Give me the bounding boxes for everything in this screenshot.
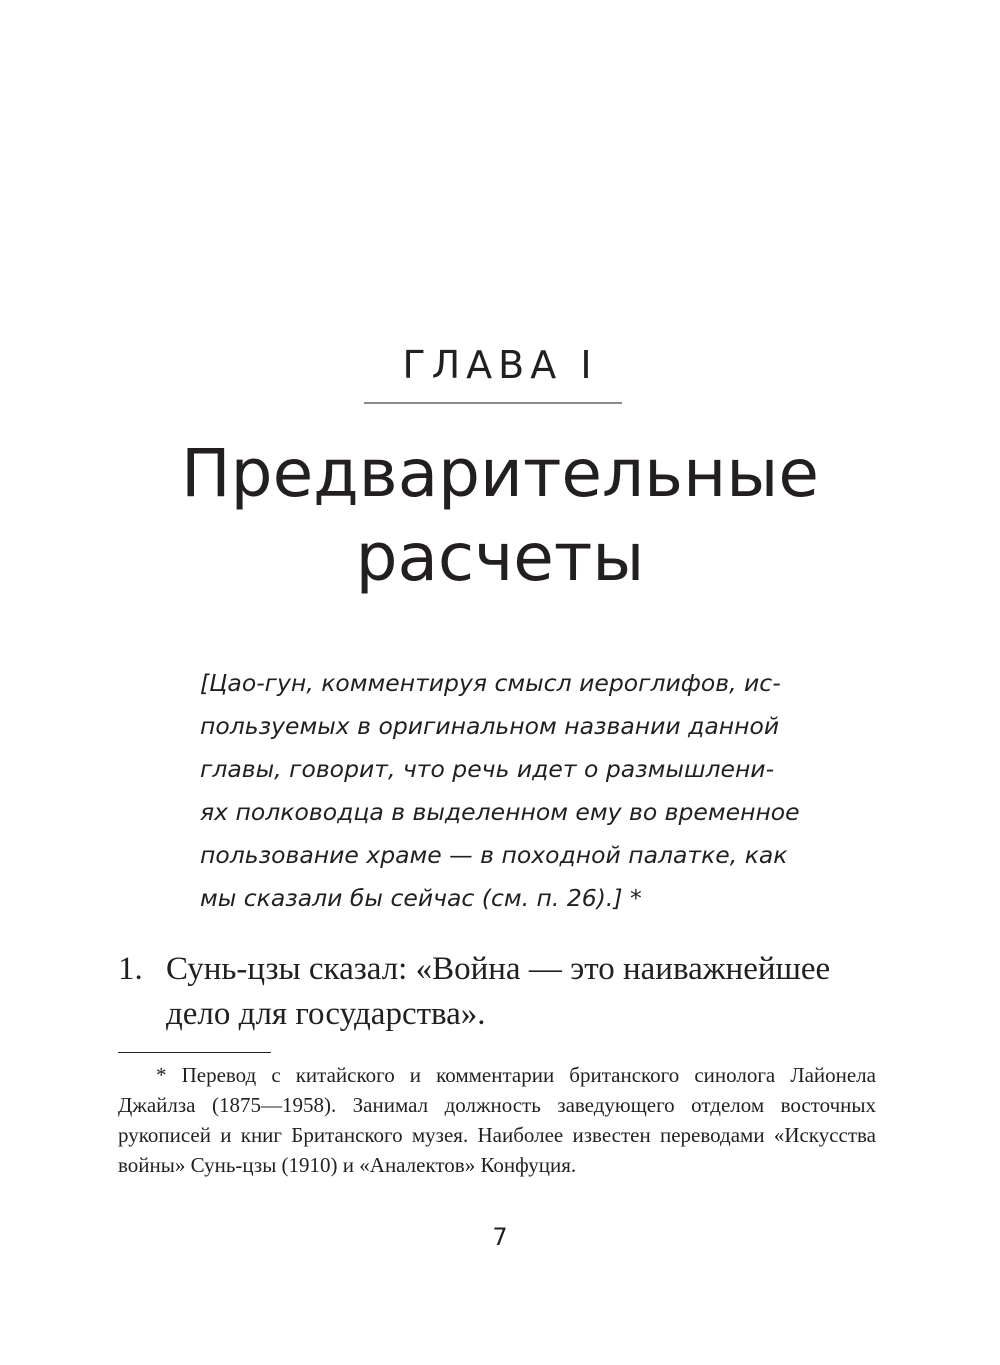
chapter-title-line: расчеты: [355, 519, 645, 596]
chapter-divider: [364, 402, 622, 404]
epigraph: [200, 662, 800, 920]
footnote: * Перевод с китайского и комментарии британского синолога Лайонела Джайлза (1875—1958). Занимал должность заведующего отделом восточных рукописей и книг Британского музея. Наиболее известен переводами «Искусства войны» Сунь-цзы (1910) и «Аналектов» Конфуция.: [118, 1063, 876, 1177]
paragraph-line: Сунь-цзы сказал: «Война — это наиважнейшее: [166, 951, 831, 987]
chapter-title-line: Предварительные: [181, 435, 819, 512]
epigraph-line: [Цао-гун, комментируя смысл иероглифов, ис-: [200, 669, 781, 697]
paragraph-number: 1.: [118, 951, 143, 987]
chapter-title: [0, 432, 1000, 600]
chapter-label: ГЛАВА I: [402, 343, 598, 387]
footnote-divider: [118, 1052, 271, 1053]
epigraph-line: ях полководца в выделенном ему во временное: [200, 798, 800, 826]
epigraph-line: пользуемых в оригинальном названии данной: [200, 712, 780, 740]
epigraph-line: пользование храме — в походной палатке, как: [200, 841, 788, 869]
epigraph-line: мы сказали бы сейчас (см. п. 26).] *: [200, 884, 642, 912]
epigraph-line: главы, говорит, что речь идет о размышлени-: [200, 755, 775, 783]
paragraph-text: [166, 947, 886, 1037]
page-number: 7: [492, 1223, 508, 1251]
paragraph-line: дело для государства».: [166, 996, 486, 1032]
